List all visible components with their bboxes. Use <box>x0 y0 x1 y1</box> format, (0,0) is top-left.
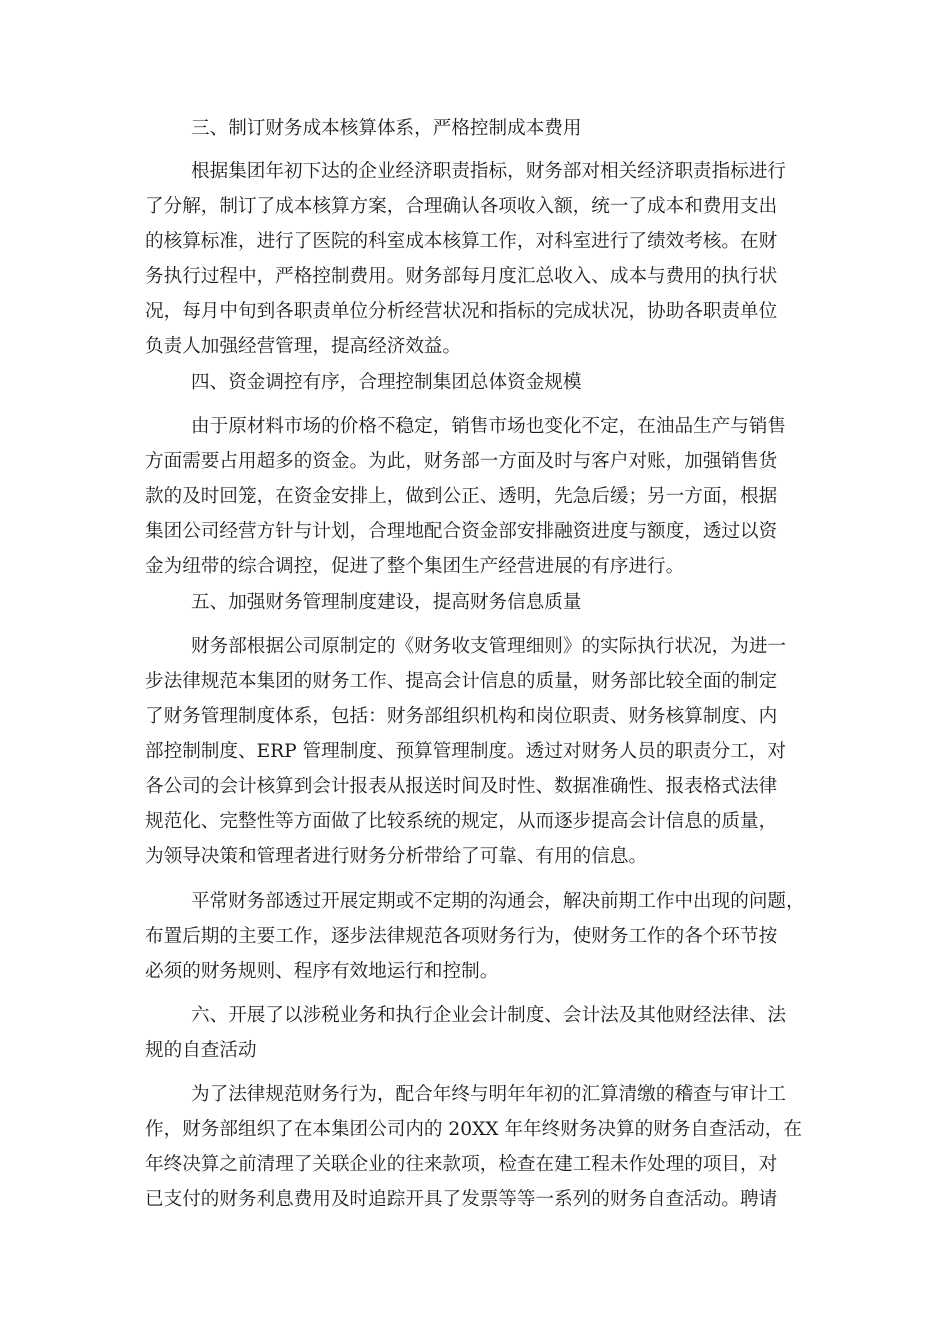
paragraph-line: 财务部根据公司原制定的《财务收支管理细则》的实际执行状况，为进一 <box>191 636 787 657</box>
paragraph-line: 金为纽带的综合调控，促进了整个集团生产经营进展的有序进行。 <box>145 556 685 577</box>
paragraph-line: 作，财务部组织了在本集团公司内的 20XX 年年终财务决算的财务自查活动，在 <box>145 1119 802 1140</box>
section-heading-6-continued: 规的自查活动 <box>145 1040 257 1061</box>
paragraph-line: 根据集团年初下达的企业经济职责指标，财务部对相关经济职责指标进行 <box>191 161 787 182</box>
paragraph-line: 负责人加强经营管理，提高经济效益。 <box>145 336 462 357</box>
section-heading-4: 四、资金调控有序，合理控制集团总体资金规模 <box>191 372 582 393</box>
paragraph-line: 规范化、完整性等方面做了比较系统的规定，从而逐步提高会计信息的质量， <box>145 811 778 832</box>
paragraph-line: 集团公司经营方针与计划，合理地配合资金部安排融资进度与额度，透过以资 <box>145 521 778 542</box>
paragraph-line: 布置后期的主要工作，逐步法律规范各项财务行为，使财务工作的各个环节按 <box>145 926 778 947</box>
paragraph-line: 了财务管理制度体系，包括：财务部组织机构和岗位职责、财务核算制度、内 <box>145 706 778 727</box>
paragraph-line: 步法律规范本集团的财务工作、提高会计信息的质量，财务部比较全面的制定 <box>145 671 778 692</box>
paragraph-line: 况，每月中旬到各职责单位分析经营状况和指标的完成状况，协助各职责单位 <box>145 301 778 322</box>
section-heading-5: 五、加强财务管理制度建设，提高财务信息质量 <box>191 592 582 613</box>
paragraph-line: 必须的财务规则、程序有效地运行和控制。 <box>145 961 499 982</box>
paragraph-line: 方面需要占用超多的资金。为此，财务部一方面及时与客户对账，加强销售货 <box>145 451 778 472</box>
paragraph-line: 部控制制度、ERP 管理制度、预算管理制度。透过对财务人员的职责分工，对 <box>145 741 786 762</box>
paragraph-line: 年终决算之前清理了关联企业的往来款项，检查在建工程未作处理的项目，对 <box>145 1154 778 1175</box>
paragraph-line: 平常财务部透过开展定期或不定期的沟通会，解决前期工作中出现的问题， <box>191 891 805 912</box>
paragraph-line: 了分解，制订了成本核算方案，合理确认各项收入额，统一了成本和费用支出 <box>145 196 778 217</box>
paragraph-line: 款的及时回笼，在资金安排上，做到公正、透明，先急后缓；另一方面，根据 <box>145 486 778 507</box>
section-heading-3: 三、制订财务成本核算体系，严格控制成本费用 <box>191 118 582 139</box>
paragraph-line: 为了法律规范财务行为，配合年终与明年年初的汇算清缴的稽查与审计工 <box>191 1084 787 1105</box>
paragraph-line: 为领导决策和管理者进行财务分析带给了可靠、有用的信息。 <box>145 846 648 867</box>
paragraph-line: 由于原材料市场的价格不稳定，销售市场也变化不定，在油品生产与销售 <box>191 416 787 437</box>
paragraph-line: 已支付的财务利息费用及时追踪开具了发票等等一系列的财务自查活动。聘请 <box>145 1189 778 1210</box>
section-heading-6: 六、开展了以涉税业务和执行企业会计制度、会计法及其他财经法律、法 <box>191 1005 787 1026</box>
paragraph-line: 各公司的会计核算到会计报表从报送时间及时性、数据准确性、报表格式法律 <box>145 776 778 797</box>
paragraph-line: 务执行过程中，严格控制费用。财务部每月度汇总收入、成本与费用的执行状 <box>145 266 778 287</box>
paragraph-line: 的核算标准，进行了医院的科室成本核算工作，对科室进行了绩效考核。在财 <box>145 231 778 252</box>
